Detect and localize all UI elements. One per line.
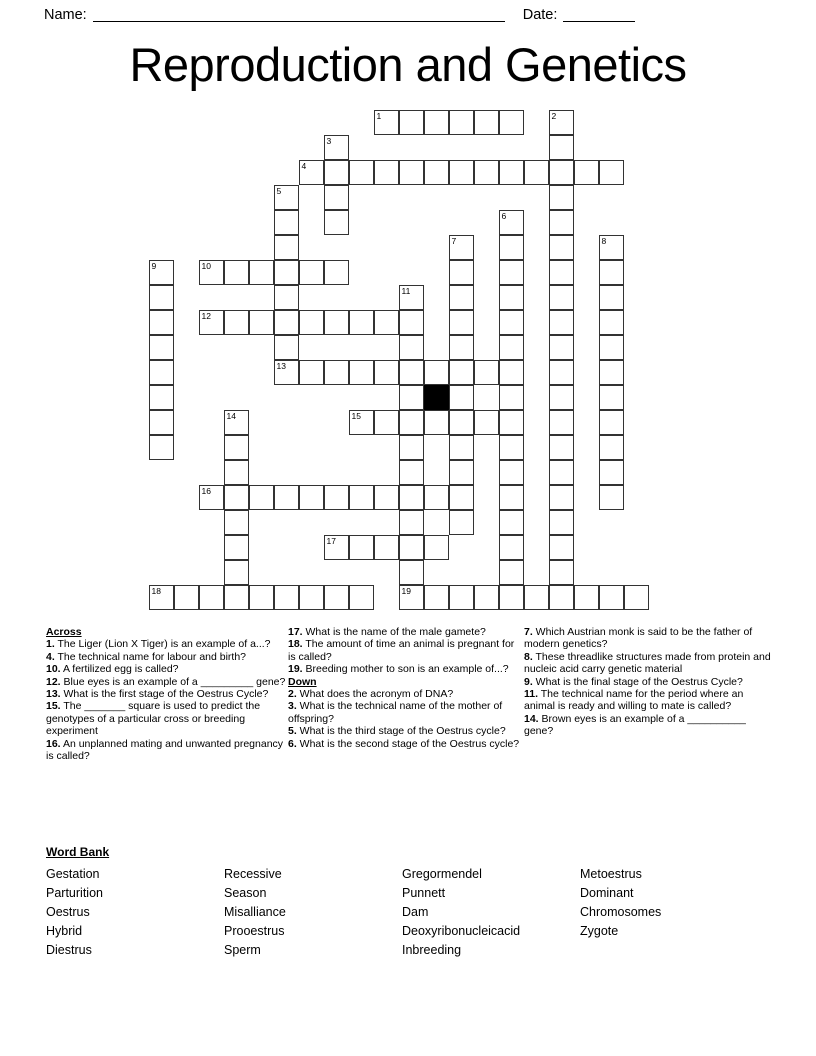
crossword-cell[interactable] [549,210,574,235]
clue-text: The amount of time an animal is pregnant for is called? [288,638,515,663]
word-bank-column-3 [402,865,580,960]
crossword-cell[interactable] [399,435,424,460]
crossword-cell[interactable] [224,410,249,435]
crossword-cell[interactable] [274,360,299,385]
clue-item [524,676,772,688]
clue-number: 15. [46,700,61,713]
crossword-cell[interactable] [424,585,449,610]
clue-text: These threadlike structures made from protein and nucleic acid carry genetic material [524,650,771,676]
crossword-cell[interactable] [324,210,349,235]
clue-item [524,651,772,676]
crossword-cell[interactable] [274,235,299,260]
crossword-cell-number: 8 [601,236,607,246]
crossword-cell[interactable] [274,485,299,510]
crossword-cell[interactable] [149,585,174,610]
word-bank-word[interactable]: Metoestrus [580,867,642,881]
crossword-cell[interactable] [424,160,449,185]
crossword-cell[interactable] [399,535,424,560]
word-bank-heading: Word Bank [46,845,110,859]
crossword-cell[interactable] [424,360,449,385]
crossword-cell[interactable] [349,485,374,510]
crossword-cell[interactable] [349,360,374,385]
crossword-cell[interactable] [499,560,524,585]
clue-text: What is the second stage of the Oestrus cycle? [296,737,520,750]
crossword-cell[interactable] [549,360,574,385]
clue-number: 2. [288,688,297,701]
word-bank-word[interactable]: Prooestrus [224,924,285,938]
crossword-cell[interactable] [549,485,574,510]
crossword-cell[interactable] [274,335,299,360]
crossword-cell-number: 6 [501,211,507,221]
crossword-cell[interactable] [599,360,624,385]
crossword-cell[interactable] [499,485,524,510]
crossword-cell[interactable] [599,485,624,510]
clue-item [288,725,524,737]
clue-text: A fertilized egg is called? [60,663,179,676]
crossword-cell-number: 12 [201,311,211,321]
crossword-cell[interactable] [224,510,249,535]
crossword-cell[interactable] [399,510,424,535]
clue-text: The Liger (Lion X Tiger) is an example of a...? [54,638,271,651]
clue-text: Blue eyes is an example of a _________ gene? [60,675,286,688]
clues-column-3 [524,626,772,762]
crossword-cell[interactable] [449,260,474,285]
crossword-cell[interactable] [249,485,274,510]
crossword-cell[interactable] [549,410,574,435]
crossword-cell[interactable] [549,385,574,410]
crossword-cell[interactable] [399,460,424,485]
clue-number: 16. [46,737,61,750]
crossword-cell[interactable] [549,285,574,310]
crossword-cell-number: 11 [401,286,411,296]
clue-item [46,676,288,688]
crossword-cell[interactable] [424,410,449,435]
crossword-cell[interactable] [524,160,549,185]
crossword-cell[interactable] [449,585,474,610]
clue-text: Which Austrian monk is said to be the father of modern genetics? [524,626,753,651]
crossword-cell[interactable] [574,160,599,185]
crossword-cell[interactable] [274,285,299,310]
crossword-cell[interactable] [299,360,324,385]
crossword-cell[interactable] [249,310,274,335]
crossword-cell[interactable] [549,110,574,135]
crossword-cell[interactable] [149,260,174,285]
page-title: Reproduction and Genetics [129,38,687,91]
clue-text: What is the technical name of the mother of offspring? [288,700,503,725]
crossword-cell-number: 17 [326,536,336,546]
crossword-cell[interactable] [599,410,624,435]
crossword-cell-number: 5 [276,186,282,196]
crossword-cell[interactable] [199,310,224,335]
clue-number: 8. [524,650,533,663]
crossword-cell[interactable] [349,585,374,610]
clues-heading-across: Across [46,626,82,638]
clue-number: 18. [288,638,303,651]
crossword-cell[interactable] [624,585,649,610]
crossword-cell[interactable] [399,385,424,410]
word-bank-column-2 [224,865,402,960]
crossword-cell[interactable] [249,585,274,610]
crossword-cell[interactable] [549,235,574,260]
crossword-cell[interactable] [399,335,424,360]
crossword-cell[interactable] [499,585,524,610]
crossword-cell[interactable] [599,260,624,285]
crossword-cell[interactable] [549,185,574,210]
crossword-cell[interactable] [449,385,474,410]
crossword-cell[interactable] [224,460,249,485]
crossword-cell[interactable] [324,185,349,210]
crossword-cell[interactable] [224,310,249,335]
crossword-cell[interactable] [299,260,324,285]
crossword-cell[interactable] [499,435,524,460]
crossword-cell-number: 14 [226,411,236,421]
crossword-cell[interactable] [599,160,624,185]
crossword-cell[interactable] [349,310,374,335]
word-bank-word[interactable]: Zygote [580,924,619,938]
clue-text: What is the final stage of the Oestrus Cycle? [532,675,743,688]
word-bank-word[interactable]: Dam [402,905,429,919]
crossword-cell[interactable] [449,460,474,485]
crossword-cell[interactable] [549,335,574,360]
crossword-cell[interactable] [324,310,349,335]
word-bank-word[interactable]: Dominant [580,886,634,900]
crossword-cell-number: 10 [201,261,211,271]
crossword-cell[interactable] [449,160,474,185]
clue-number: 19. [288,663,303,676]
crossword-cell[interactable] [549,585,574,610]
crossword-cell[interactable] [224,260,249,285]
crossword-cell[interactable] [499,510,524,535]
clue-text: What is the first stage of the Oestrus Cycle? [60,688,269,701]
clue-text: Breeding mother to son is an example of...? [302,663,509,676]
word-bank-word[interactable]: Recessive [224,867,282,881]
crossword-cell[interactable] [274,260,299,285]
crossword-cell[interactable] [324,485,349,510]
crossword-cell[interactable] [599,585,624,610]
crossword-cell[interactable] [549,535,574,560]
word-bank-word[interactable]: Season [224,886,267,900]
crossword-cell[interactable] [499,385,524,410]
crossword-cell[interactable] [449,310,474,335]
crossword-cell[interactable] [274,210,299,235]
crossword-cell[interactable] [399,110,424,135]
clue-number: 12. [46,675,61,688]
crossword-cell[interactable] [374,535,399,560]
crossword-cell[interactable] [474,110,499,135]
crossword-cell[interactable] [424,535,449,560]
clue-item [46,651,288,663]
word-bank-word[interactable]: Diestrus [46,943,92,957]
crossword-cell[interactable] [299,160,324,185]
word-bank-word[interactable]: Parturition [46,886,103,900]
crossword-cell[interactable] [499,310,524,335]
crossword-cell[interactable] [499,460,524,485]
crossword-cell[interactable] [324,160,349,185]
crossword-cell[interactable] [399,360,424,385]
crossword-cell[interactable] [549,310,574,335]
clue-text: The _______ square is used to predict the genotypes of a particular cross or breeding experiment [46,700,261,738]
crossword-cell[interactable] [549,135,574,160]
crossword-cell[interactable] [274,585,299,610]
crossword-cell-number: 2 [551,111,557,121]
crossword-cell[interactable] [374,160,399,185]
crossword-cell[interactable] [374,485,399,510]
crossword-cell[interactable] [499,210,524,235]
clues-heading-down: Down [288,675,317,688]
word-bank [46,845,776,960]
clue-number: 10. [46,663,61,676]
clue-number: 17. [288,626,303,638]
crossword-cell-number: 15 [351,411,361,421]
word-bank-word[interactable]: Punnett [402,886,446,900]
clue-item [46,638,288,650]
clue-item [288,638,524,663]
crossword-cell[interactable] [549,510,574,535]
crossword-cell[interactable] [449,110,474,135]
crossword-cell[interactable] [499,110,524,135]
crossword-cell[interactable] [324,260,349,285]
crossword-cell[interactable] [399,285,424,310]
crossword-cell[interactable] [549,160,574,185]
crossword-cell[interactable] [449,360,474,385]
name-label: Name: [44,7,87,23]
clue-item [524,688,772,713]
crossword-cell[interactable] [299,585,324,610]
date-input-line[interactable] [563,8,635,22]
crossword-cell-number: 18 [151,586,161,596]
clue-item [46,663,288,675]
crossword-cell-number: 4 [301,161,307,171]
crossword-cell[interactable] [499,360,524,385]
crossword-cell[interactable] [374,410,399,435]
clue-text: The technical name for the period where an animal is ready and willing to mate is called? [524,688,744,713]
clue-text: What is the name of the male gamete? [302,626,486,638]
crossword-cell[interactable] [324,360,349,385]
crossword-cell[interactable] [399,410,424,435]
crossword-cell[interactable] [599,460,624,485]
crossword-cell[interactable] [449,485,474,510]
crossword-cell[interactable] [549,460,574,485]
clue-number: 3. [288,700,297,713]
crossword-cell-blocked [424,385,449,410]
crossword-cell[interactable] [149,285,174,310]
crossword-cell[interactable] [149,385,174,410]
crossword-cell[interactable] [549,435,574,460]
crossword-cell[interactable] [524,585,549,610]
crossword-cell[interactable] [499,235,524,260]
clue-number: 5. [288,725,297,738]
clue-item [524,626,772,651]
word-bank-word[interactable]: Gregormendel [402,867,482,881]
word-bank-word[interactable]: Misalliance [224,905,286,919]
clue-number: 6. [288,737,297,750]
crossword-cell[interactable] [499,410,524,435]
crossword-cell-number: 19 [401,586,411,596]
clue-item [288,700,524,725]
crossword-cell[interactable] [149,310,174,335]
crossword-cell[interactable] [499,260,524,285]
crossword-cell[interactable] [424,110,449,135]
word-bank-word[interactable]: Chromosomes [580,905,662,919]
crossword-cell[interactable] [374,110,399,135]
word-bank-word[interactable]: Sperm [224,943,261,957]
clue-number: 11. [524,688,539,701]
crossword-cell[interactable] [274,185,299,210]
clue-number: 4. [46,650,55,663]
word-bank-word[interactable]: Deoxyribonucleicacid [402,924,521,938]
crossword-cell[interactable] [449,410,474,435]
crossword-cell[interactable] [199,485,224,510]
crossword-cell[interactable] [474,585,499,610]
clue-text: The technical name for labour and birth? [54,650,247,663]
word-bank-columns [46,865,776,960]
crossword-cell[interactable] [324,135,349,160]
crossword-cell-number: 3 [326,136,332,146]
crossword-cell[interactable] [374,360,399,385]
crossword-cell[interactable] [399,560,424,585]
clue-item [524,713,772,738]
word-bank-word[interactable]: Oestrus [46,905,90,919]
clue-text: Brown eyes is an example of a __________ gene? [524,712,746,738]
clue-number: 13. [46,688,61,701]
crossword-cell[interactable] [399,310,424,335]
clue-text: What is the third stage of the Oestrus cycle? [296,725,506,738]
crossword-cell-number: 16 [201,486,211,496]
crossword-cell[interactable] [449,510,474,535]
crossword-cell[interactable] [549,560,574,585]
crossword-cell[interactable] [474,410,499,435]
crossword-cell[interactable] [574,585,599,610]
clue-text: What does the acronym of DNA? [296,688,454,701]
crossword-cell[interactable] [499,335,524,360]
clues-column-2 [288,626,524,762]
crossword-cell[interactable] [599,285,624,310]
crossword-cell-number: 9 [151,261,157,271]
crossword-cell[interactable] [274,310,299,335]
clue-item [46,738,288,763]
word-bank-word[interactable]: Inbreeding [402,943,462,957]
crossword-cell[interactable] [499,285,524,310]
crossword-cell[interactable] [399,485,424,510]
crossword-cell[interactable] [599,335,624,360]
crossword-cell[interactable] [374,310,399,335]
crossword-cell[interactable] [599,435,624,460]
crossword-cell[interactable] [199,260,224,285]
worksheet-header [0,0,816,30]
crossword-cell[interactable] [549,260,574,285]
crossword-cell[interactable] [349,535,374,560]
crossword-cell[interactable] [399,160,424,185]
crossword-cell-number: 7 [451,236,457,246]
clue-item [46,700,288,737]
clue-item [288,663,524,675]
name-input-line[interactable] [93,8,505,22]
clue-item [288,688,524,700]
crossword-cell[interactable] [324,585,349,610]
clue-number: 1. [46,638,55,651]
crossword-cell[interactable] [499,160,524,185]
crossword-cell[interactable] [499,535,524,560]
crossword-cell[interactable] [174,585,199,610]
crossword-cell[interactable] [249,260,274,285]
clue-number: 14. [524,712,539,725]
crossword-grid [149,110,679,630]
crossword-cell[interactable] [399,585,424,610]
crossword-cell[interactable] [224,585,249,610]
crossword-cell[interactable] [449,285,474,310]
word-bank-word[interactable]: Gestation [46,867,100,881]
clue-text: An unplanned mating and unwanted pregnancy is called? [46,737,284,763]
crossword-cell[interactable] [224,535,249,560]
crossword-cell[interactable] [449,335,474,360]
crossword-cell[interactable] [599,385,624,410]
clue-item [288,626,524,638]
crossword-cell[interactable] [149,410,174,435]
crossword-cell-number: 13 [276,361,286,371]
crossword-cell[interactable] [224,435,249,460]
clue-number: 7. [524,626,533,638]
word-bank-column-4 [580,865,758,960]
crossword-cell[interactable] [224,560,249,585]
word-bank-column-1 [46,865,224,960]
clue-number: 9. [524,675,533,688]
crossword-cell[interactable] [299,485,324,510]
crossword-cell[interactable] [599,235,624,260]
crossword-cell[interactable] [324,535,349,560]
crossword-cell[interactable] [599,310,624,335]
crossword-cell[interactable] [449,435,474,460]
crossword-cell[interactable] [199,585,224,610]
date-label: Date: [522,7,558,23]
clues-column-1 [46,626,288,762]
word-bank-word[interactable]: Hybrid [46,924,83,938]
crossword-cell[interactable] [349,410,374,435]
crossword-cell[interactable] [449,235,474,260]
clue-item [46,688,288,700]
crossword-cell[interactable] [424,485,449,510]
clues-section [46,626,772,762]
crossword-cell[interactable] [299,310,324,335]
crossword-cell[interactable] [149,435,174,460]
crossword-cell[interactable] [349,160,374,185]
crossword-cell[interactable] [224,485,249,510]
crossword-cell[interactable] [149,335,174,360]
clue-item [288,738,524,750]
crossword-cell[interactable] [474,360,499,385]
crossword-cell[interactable] [149,360,174,385]
crossword-cell-number: 1 [376,111,382,121]
crossword-cell[interactable] [474,160,499,185]
